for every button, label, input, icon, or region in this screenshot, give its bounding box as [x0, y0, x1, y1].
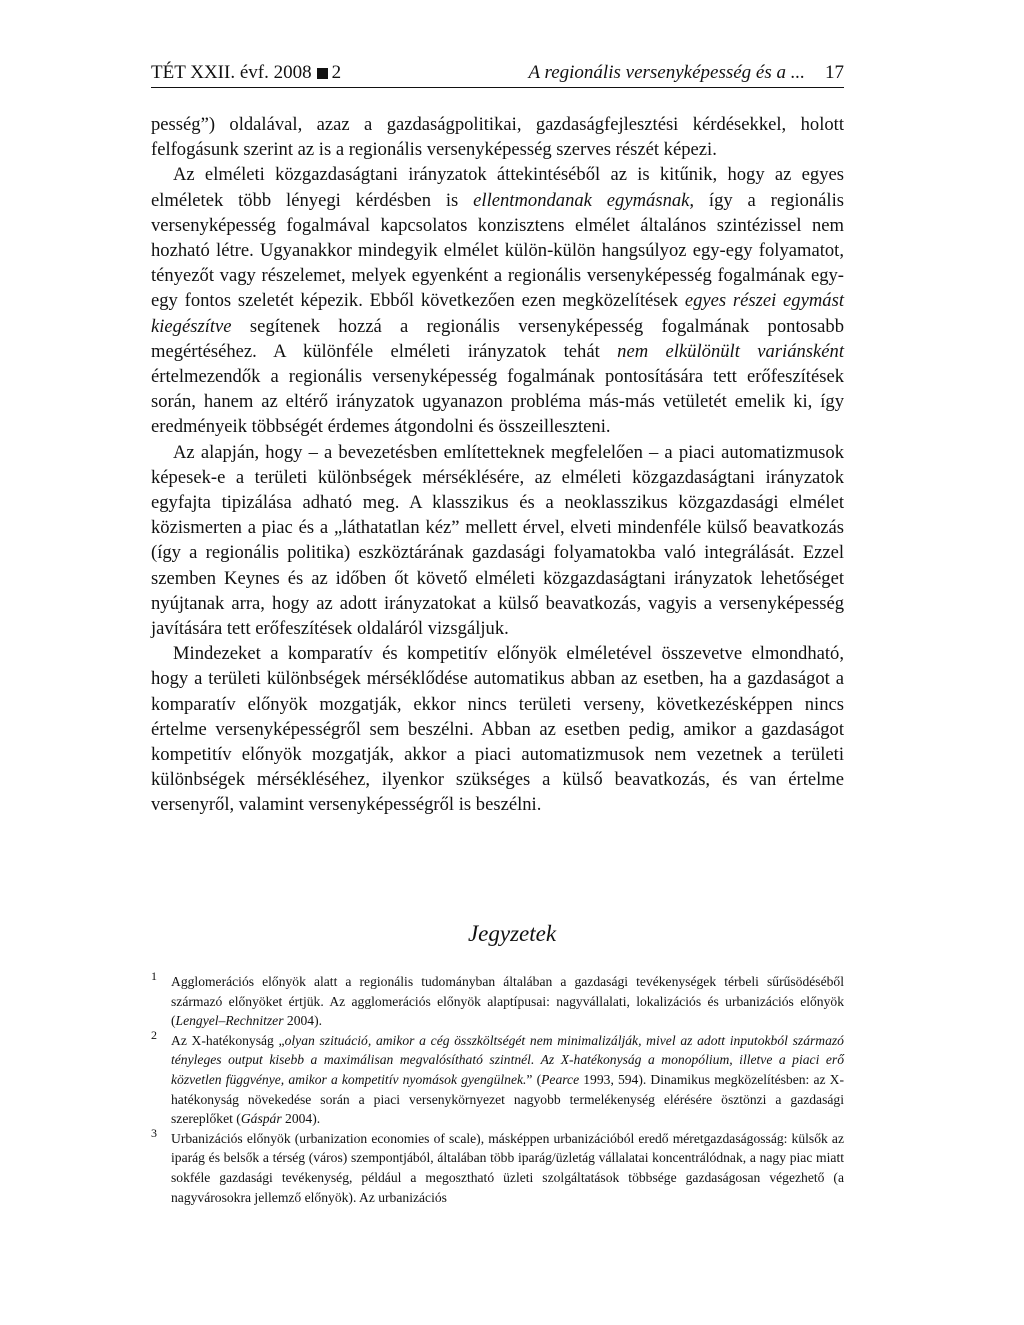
footnotes	[151, 969, 844, 1207]
footnote-number: 1	[151, 969, 157, 983]
header-journal	[151, 60, 341, 86]
italic-text: Pearce	[541, 1071, 580, 1087]
text-run: pesség”) oldalával, azaz a gazdaságpolitikai, gazdaságfejlesztési kérdésekkel, holott felfogásunk szerint az is a regionális versenyképesség szerves részét képezi.	[151, 114, 844, 161]
page-number: 17	[825, 62, 844, 83]
text-run: 2004).	[283, 1013, 323, 1029]
text-run: Az elméleti közgazdaságtani irányzatok áttekintéséből az is kitűnik, hogy az egyes elméletek több lényegi kérdésben is	[151, 164, 844, 211]
text-run: így a regionális versenyképesség fogalmával kapcsolatos konzisztens elmélet általános szintézissel nem hozható létre. Ugyanakkor mindegyik elmélet külön-külön hangsúlyoz egy-egy folyamatot, tényezőt vagy részelemet, melyek egyenként a regionális versenyképesség fogalmának egy-egy fontos szeletét képezik. Ebből következően ezen megközelítések	[151, 189, 844, 312]
footnote	[151, 1125, 844, 1207]
paragraph	[151, 440, 844, 642]
issue-number: 2	[331, 62, 342, 83]
running-header	[151, 60, 844, 88]
text-run: Urbanizációs előnyök (urbanization economies of scale), másképpen urbanizációból eredő méretgazdaságosság: külsők az iparág és belsők a térség (város) szempontjából, általában több iparág/üzletág vállalatai koncentrálódnak, a nagy piac miatt sokféle gazdasági tevékenység, például a megosztható üzleti szolgáltatások többsége gazdaságosan végezhető (a nagyvárosokra jellemző előnyök). Az urbanizációs	[171, 1130, 844, 1205]
paragraph	[151, 641, 844, 817]
square-bullet-icon	[317, 68, 328, 79]
text-run: 2004).	[281, 1111, 321, 1127]
text-run: 1993, 594). Dinamikus megközelítésben: az X-hatékonyság növekedése során a piaci versenykörnyezet nagyobb termelékenység elérésére ösztönzi a gazdasági szereplőket (	[171, 1071, 844, 1127]
footnote-number: 2	[151, 1027, 157, 1042]
journal-label: TÉT XXII. évf. 2008	[151, 62, 312, 83]
text-run: Az alapján, hogy – a bevezetésben említetteknek megfelelően – a piaci automatizmusok képesek-e a területi különbségek mérséklésére, az elméleti közgazdaságtani irányzatok egyfajta tipizálása adható meg. A klasszikus és a neoklasszikus közgazdasági elmélet közismerten a piac és a „láthatatlan kéz” mellett érvel, elveti mindenféle külső beavatkozás (így a regionális politika) eszköztárának gazdasági folyamatokba való integrálását. Ezzel szemben Keynes és az időben őt követő elméleti közgazdaságtani irányzatok lehetőséget nyújtanak arra, hogy az adott irányzatokat a külső beavatkozás, vagyis a versenyképesség javítására tett erőfeszítések oldaláról vizsgáljuk.	[151, 441, 844, 640]
italic-text: nem elkülönült variánsként	[617, 340, 844, 362]
header-title-page	[529, 60, 844, 86]
body-text	[151, 112, 844, 818]
paragraph	[151, 162, 844, 439]
italic-text: olyan szituáció, amikor a cég összköltségét nem minimalizálják, mivel az adott inputokból származó tényleges output kisebb a maximálisan megvalósítható szintnél. Az X-hatékonyság a monopólium, illetve a piaci erő közvetlen függvénye, amikor a kompetitív nyomások gyengülnek.	[171, 1032, 844, 1087]
italic-text: egyes részei egymást kiegészítve	[151, 290, 844, 337]
footnote	[151, 969, 844, 1031]
notes-heading: Jegyzetek	[467, 921, 557, 946]
text-run: Az X-hatékonyság „	[171, 1032, 285, 1048]
footnote	[151, 1027, 844, 1129]
italic-text: Lengyel–Rechnitzer	[175, 1013, 284, 1029]
text-run: segítenek hozzá a regionális versenyképesség fogalmának pontosabb megértéséhez. A különféle elméleti irányzatok tehát	[151, 315, 844, 362]
header-article-title: A regionális versenyképesség és a ...	[528, 62, 805, 83]
text-run: Agglomerációs előnyök alatt a regionális tudományban általában a gazdasági tevékenységek térbeli sűrűsödéséből származó előnyöket értjük. Az agglomerációs előnyök alaptípusai: nagyvállalati, lokalizációs és urbanizációs előnyök (	[171, 974, 844, 1029]
italic-text: ellentmondanak egymásnak,	[473, 189, 695, 211]
italic-text: Gáspár	[240, 1111, 282, 1127]
footnote-number: 3	[151, 1125, 157, 1140]
text-run: Mindezeket a komparatív és kompetitív előnyök elméletével összevetve elmondható, hogy a területi különbségek mérséklődése automatikus abban az esetben, ha a gazdaságot a komparatív előnyök mozgatják, ekkor nincs területi verseny, következésképpen nincs értelme versenyképességről sem beszélni. Abban az esetben pedig, amikor a gazdaságot kompetitív előnyök mozgatják, akkor a piaci automatizmusok nem vezetnek a területi különbségek mérsékléséhez, ilyenkor szükséges a külső beavatkozás, és van értelme versenyről, valamint versenyképességről is beszélni.	[151, 643, 844, 816]
text-run: értelmezendők a regionális versenyképesség fogalmának pontosítására tett erőfeszítések során, hanem az eltérő irányzatok ugyanazon probléma más-más vetületét emelik ki, így eredményeik többségét érdemes átgondolni és összeilleszteni.	[151, 366, 844, 438]
paragraph	[151, 112, 844, 162]
text-run: ” (	[526, 1071, 542, 1087]
